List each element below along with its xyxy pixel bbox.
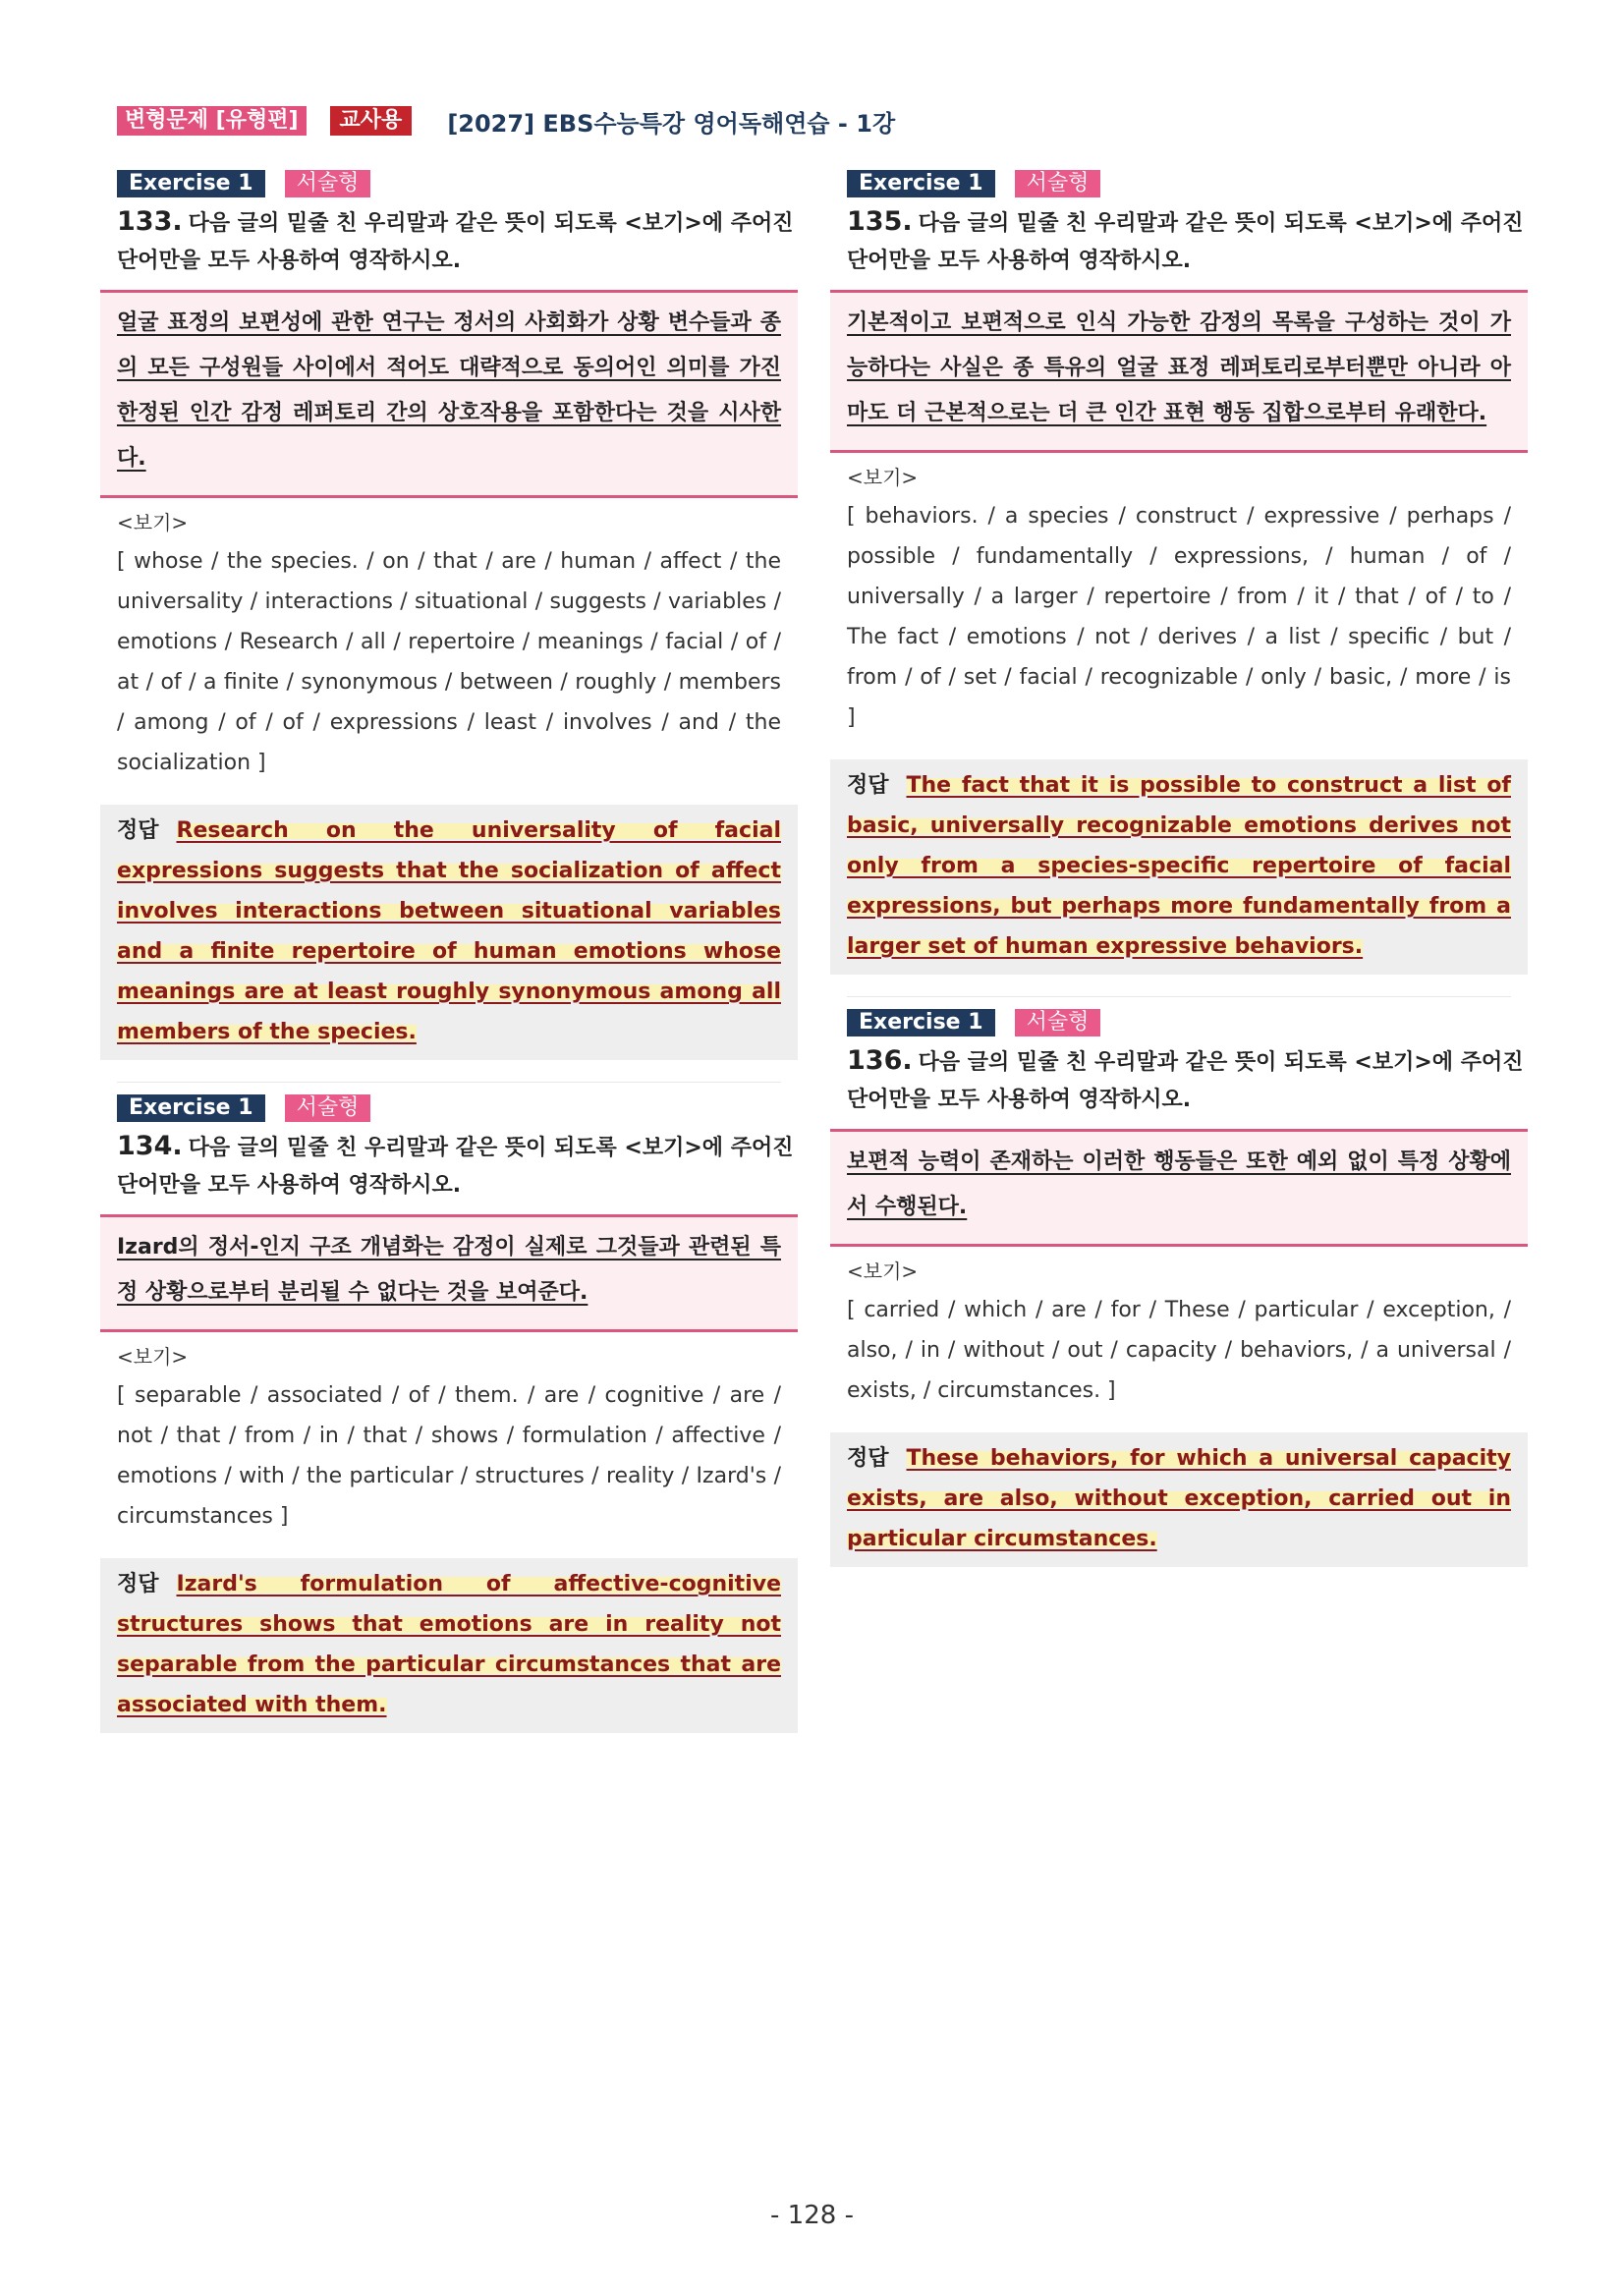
answer-text: These behaviors, for which a universal capacity exists, are also, without exception, carried out in particular circumstances. [847, 1446, 1511, 1551]
question-number: 133. [117, 206, 183, 237]
divider [117, 1082, 781, 1083]
exercise-134 [100, 1094, 798, 1733]
left-column [100, 170, 798, 1733]
word-bank: [ whose / the species. / on / that / are / human / affect / the universality / interactions / situational / suggests / variables / emotions / Research / all / repertoire / meanings / facial / of / at / of / a finite / synonymous / between / roughly / members / among / of / of / expressions / least / involves / and / the socialization ] [117, 549, 781, 775]
question-prompt: 다음 글의 밑줄 친 우리말과 같은 뜻이 되도록 <보기>에 주어진 단어만을 모두 사용하여 영작하시오. [117, 211, 794, 273]
question-text [117, 1128, 795, 1204]
exercise-header [847, 1009, 1528, 1036]
exercise-type-tag: 서술형 [1015, 1009, 1101, 1036]
right-column [830, 170, 1528, 1567]
category-tag: 변형문제 [유형편] [117, 106, 307, 136]
page-number: - 128 - [770, 2201, 854, 2230]
question-prompt: 다음 글의 밑줄 친 우리말과 같은 뜻이 되도록 <보기>에 주어진 단어만을 모두 사용하여 영작하시오. [847, 211, 1524, 273]
exercise-type-tag: 서술형 [1015, 170, 1101, 197]
page-header [117, 104, 895, 138]
question-text [847, 1042, 1525, 1119]
word-bank: [ separable / associated / of / them. / are / cognitive / are / not / that / from / in / that / shows / formulation / affective / emotions / with / the particular / structures / reality / Izard's / circumstances ] [117, 1383, 781, 1529]
divider [847, 996, 1511, 997]
bogi-label: <보기> [117, 511, 189, 534]
exercise-badge: Exercise 1 [847, 170, 995, 197]
page-title: [2027] EBS수능특강 영어독해연습 - 1강 [447, 109, 896, 138]
bogi-label: <보기> [847, 1260, 919, 1283]
korean-sentence: 얼굴 표정의 보편성에 관한 연구는 정서의 사회화가 상황 변수들과 종의 모든 구성원들 사이에서 적어도 대략적으로 동의어인 의미를 가진 한정된 인간 감정 레퍼토리 간의 상호작용을 포함한다는 것을 시사한다. [100, 290, 798, 498]
exercise-header [117, 1094, 798, 1122]
bogi-label: <보기> [847, 466, 919, 489]
answer-box [830, 759, 1528, 975]
answer-box [830, 1432, 1528, 1567]
question-number: 135. [847, 206, 913, 237]
exercise-header [117, 170, 798, 197]
answer-label: 정답 [117, 818, 159, 843]
exercise-type-tag: 서술형 [285, 170, 371, 197]
answer-label: 정답 [847, 773, 889, 798]
word-bank: [ behaviors. / a species / construct / expressive / perhaps / possible / fundamentally / expressions, / human / of / universally / a larger / repertoire / from / it / that / of / to / The fact / emotions / not / derives / a list / specific / but / from / of / set / facial / recognizable / only / basic, / more / is ] [847, 504, 1511, 730]
answer-text: The fact that it is possible to construct a list of basic, universally recognizable emotions derives not only from a species-specific repertoire of facial expressions, but perhaps more fundamentally from a larger set of human expressive behaviors. [847, 773, 1511, 959]
answer-text: Research on the universality of facial expressions suggests that the socialization of affect involves interactions between situational variables and a finite repertoire of human emotions whose meanings are at least roughly synonymous among all members of the species. [117, 818, 781, 1044]
answer-text: Izard's formulation of affective-cognitive structures shows that emotions are in reality not separable from the particular circumstances that are associated with them. [117, 1572, 781, 1717]
exercise-type-tag: 서술형 [285, 1094, 371, 1122]
word-bank: [ carried / which / are / for / These / particular / exception, / also, / in / without / out / capacity / behaviors, / a universal / exists, / circumstances. ] [847, 1298, 1511, 1403]
exercise-badge: Exercise 1 [117, 1094, 265, 1122]
exercise-135 [830, 170, 1528, 975]
korean-sentence: 기본적이고 보편적으로 인식 가능한 감정의 목록을 구성하는 것이 가능하다는 사실은 종 특유의 얼굴 표정 레퍼토리로부터뿐만 아니라 아마도 더 근본적으로는 더 큰 인간 표현 행동 집합으로부터 유래한다. [830, 290, 1528, 453]
korean-sentence: 보편적 능력이 존재하는 이러한 행동들은 또한 예외 없이 특정 상황에서 수행된다. [830, 1129, 1528, 1247]
answer-box [100, 1558, 798, 1733]
question-text [117, 203, 795, 280]
exercise-136 [830, 1009, 1528, 1567]
korean-sentence: Izard의 정서-인지 구조 개념화는 감정이 실제로 그것들과 관련된 특정 상황으로부터 분리될 수 없다는 것을 보여준다. [100, 1214, 798, 1332]
exercise-badge: Exercise 1 [117, 170, 265, 197]
question-number: 134. [117, 1131, 183, 1161]
answer-box [100, 805, 798, 1060]
answer-label: 정답 [117, 1572, 159, 1596]
question-number: 136. [847, 1045, 913, 1076]
bogi-label: <보기> [117, 1345, 189, 1369]
exercise-header [847, 170, 1528, 197]
answer-label: 정답 [847, 1446, 889, 1471]
teacher-tag: 교사용 [330, 106, 413, 136]
exercise-133 [100, 170, 798, 1060]
question-prompt: 다음 글의 밑줄 친 우리말과 같은 뜻이 되도록 <보기>에 주어진 단어만을 모두 사용하여 영작하시오. [117, 1136, 794, 1198]
question-text [847, 203, 1525, 280]
question-prompt: 다음 글의 밑줄 친 우리말과 같은 뜻이 되도록 <보기>에 주어진 단어만을 모두 사용하여 영작하시오. [847, 1050, 1524, 1112]
exercise-badge: Exercise 1 [847, 1009, 995, 1036]
